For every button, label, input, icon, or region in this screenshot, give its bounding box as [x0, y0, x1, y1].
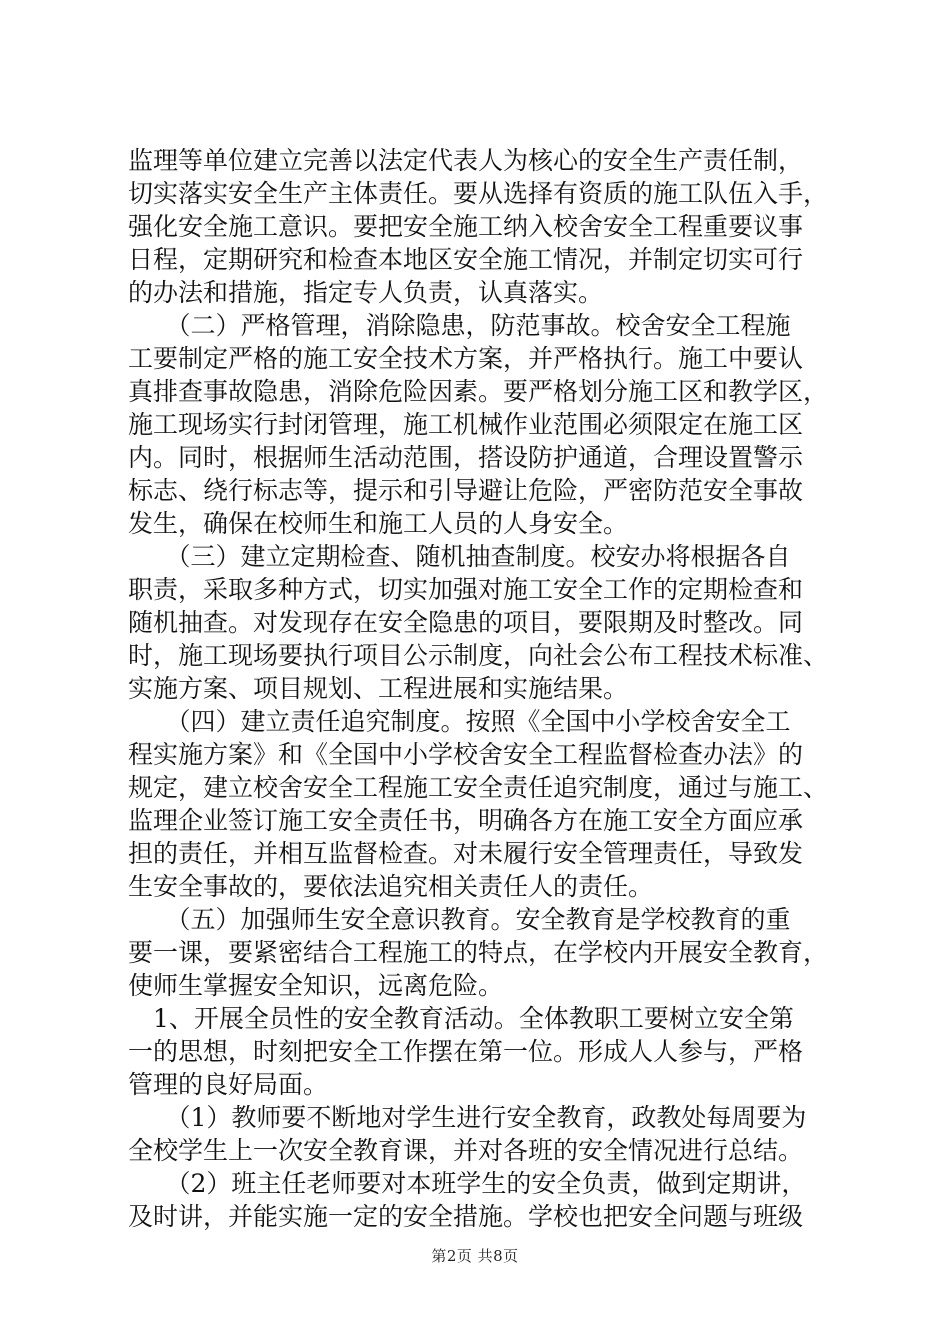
text-line: 切实落实安全生产主体责任。要从选择有资质的施工队伍入手，	[128, 179, 829, 208]
text-line: 全校学生上一次安全教育课，并对各班的安全情况进行总结。	[128, 1136, 804, 1165]
text-line: 职责，采取多种方式，切实加强对施工安全工作的定期检查和	[128, 575, 804, 604]
text-line: 发生，确保在校师生和施工人员的人身安全。	[128, 509, 629, 538]
text-line: 内。同时，根据师生活动范围，搭设防护通道，合理设置警示	[128, 443, 804, 472]
text-line: （1）教师要不断地对学生进行安全教育，政教处每周要为	[128, 1103, 807, 1132]
text-line: 程实施方案》和《全国中小学校舍安全工程监督检查办法》的	[128, 740, 804, 769]
text-line: 强化安全施工意识。要把安全施工纳入校舍安全工程重要议事	[128, 212, 804, 241]
text-line: 实施方案、项目规划、工程进展和实施结果。	[128, 674, 629, 703]
text-line: 规定，建立校舍安全工程施工安全责任追究制度，通过与施工、	[128, 773, 829, 802]
text-line: 担的责任，并相互监督检查。对未履行安全管理责任，导致发	[128, 839, 804, 868]
text-line: 工要制定严格的施工安全技术方案，并严格执行。施工中要认	[128, 344, 804, 373]
text-line: 日程，定期研究和检查本地区安全施工情况，并制定切实可行	[128, 245, 804, 274]
text-line: （三）建立定期检查、随机抽查制度。校安办将根据各自	[128, 542, 791, 571]
text-line: 使师生掌握安全知识，远离危险。	[128, 971, 504, 1000]
text-line: 监理等单位建立完善以法定代表人为核心的安全生产责任制，	[128, 146, 804, 175]
text-line: 生安全事故的，要依法追究相关责任人的责任。	[128, 872, 654, 901]
text-line: 的办法和措施，指定专人负责，认真落实。	[128, 278, 604, 307]
page-number-footer: 第2页 共8页	[431, 1247, 519, 1265]
text-line: 要一课，要紧密结合工程施工的特点，在学校内开展安全教育，	[128, 938, 829, 967]
text-line: （四）建立责任追究制度。按照《全国中小学校舍安全工	[128, 707, 791, 736]
text-line: （二）严格管理，消除隐患，防范事故。校舍安全工程施	[128, 311, 791, 340]
text-line: 施工现场实行封闭管理，施工机械作业范围必须限定在施工区	[128, 410, 804, 439]
text-line: 1、开展全员性的安全教育活动。全体教职工要树立安全第	[128, 1004, 794, 1033]
text-line: 监理企业签订施工安全责任书，明确各方在施工安全方面应承	[128, 806, 804, 835]
text-line: （2）班主任老师要对本班学生的安全负责，做到定期讲，	[128, 1169, 807, 1198]
text-line: （五）加强师生安全意识教育。安全教育是学校教育的重	[128, 905, 791, 934]
text-line: 一的思想，时刻把安全工作摆在第一位。形成人人参与，严格	[128, 1037, 804, 1066]
document-body	[128, 144, 828, 1233]
text-line: 管理的良好局面。	[128, 1070, 329, 1099]
text-line: 标志、绕行标志等，提示和引导避让危险，严密防范安全事故	[128, 476, 804, 505]
text-line: 时，施工现场要执行项目公示制度，向社会公布工程技术标准、	[128, 641, 829, 670]
text-line: 真排查事故隐患，消除危险因素。要严格划分施工区和教学区，	[128, 377, 829, 406]
text-line: 及时讲，并能实施一定的安全措施。学校也把安全问题与班级	[128, 1202, 804, 1231]
text-line: 随机抽查。对发现存在安全隐患的项目，要限期及时整改。同	[128, 608, 804, 637]
